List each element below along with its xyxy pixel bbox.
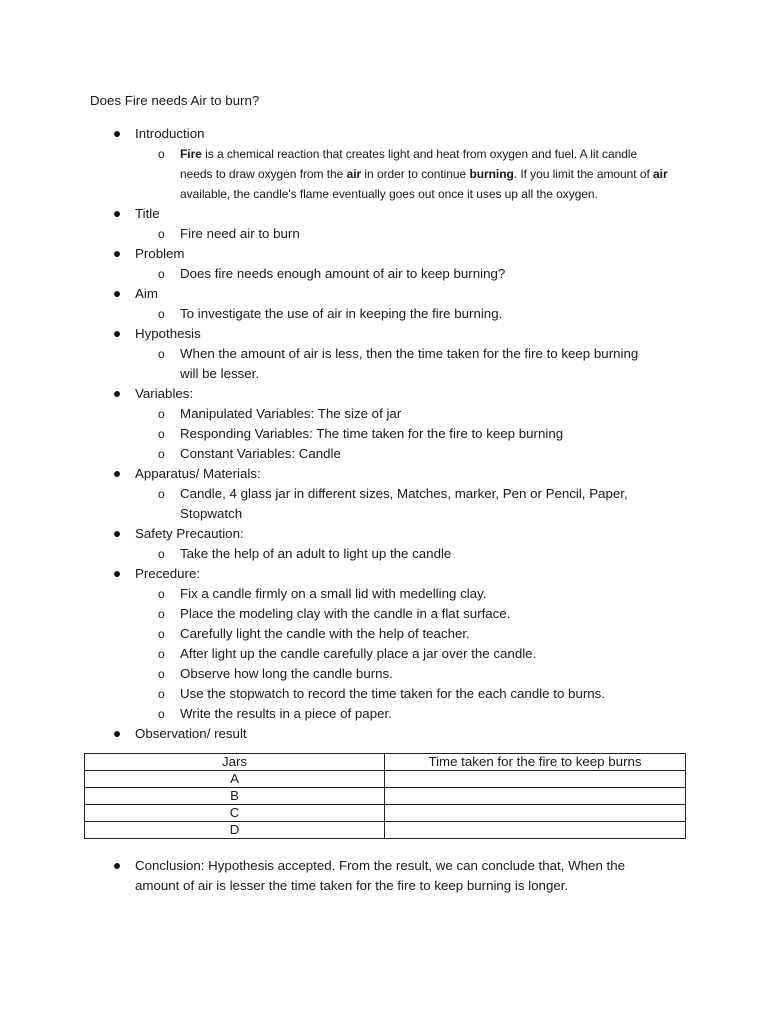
list-item: o Carefully light the candle with the help of teacher.: [135, 624, 660, 644]
list-item: o Manipulated Variables: The size of jar: [135, 404, 660, 424]
section-heading: Aim: [135, 286, 158, 301]
list-item: o Write the results in a piece of paper.: [135, 704, 660, 724]
section-heading: Observation/ result: [135, 726, 247, 741]
section-heading: Precedure:: [135, 566, 201, 581]
table-header-row: [85, 754, 686, 771]
column-header: Jars: [85, 754, 385, 771]
table-cell: B: [85, 788, 385, 805]
table-row: [85, 822, 686, 839]
list-item: o After light up the candle carefully place a jar over the candle.: [135, 644, 660, 664]
section-hypothesis: [0, 324, 768, 384]
list-item: o Candle, 4 glass jar in different sizes, Matches, marker, Pen or Pencil, Paper, Stopwatch: [135, 484, 660, 524]
document-title: Does Fire needs Air to burn?: [90, 93, 260, 108]
conclusion-list: [0, 856, 768, 896]
list-item: o Observe how long the candle burns.: [135, 664, 660, 684]
section-heading: Variables:: [135, 386, 194, 401]
section-procedure: [0, 564, 768, 724]
list-item: o Fix a candle firmly on a small lid with medelling clay.: [135, 584, 660, 604]
table-cell: [385, 805, 686, 822]
column-header: Time taken for the fire to keep burns: [385, 754, 686, 771]
section-heading: Problem: [135, 246, 185, 261]
table-cell: A: [85, 771, 385, 788]
section-heading: Safety Precaution:: [135, 526, 244, 541]
section-heading: Apparatus/ Materials:: [135, 466, 261, 481]
observation-table: [84, 753, 686, 839]
report-outline: [0, 124, 768, 744]
table-row: [85, 805, 686, 822]
introduction-text: Fire is a chemical reaction that creates light and heat from oxygen and fuel. A lit candle needs to draw oxygen from the air in order to continue burning. If you limit the amount of air available, the candle's flame eventually goes out once it uses up all the oxygen.: [180, 147, 668, 201]
section-problem: [0, 244, 768, 284]
section-heading: Title: [135, 206, 160, 221]
section-heading: Hypothesis: [135, 326, 201, 341]
section-observation: [0, 724, 768, 744]
table-row: [85, 771, 686, 788]
section-apparatus: [0, 464, 768, 524]
table-cell: C: [85, 805, 385, 822]
list-item: o Fire need air to burn: [135, 224, 660, 244]
list-item: o Place the modeling clay with the candle in a flat surface.: [135, 604, 660, 624]
table-cell: [385, 771, 686, 788]
section-title: [0, 204, 768, 244]
list-item: [135, 144, 670, 204]
list-item: o Constant Variables: Candle: [135, 444, 660, 464]
list-item: o Responding Variables: The time taken for the fire to keep burning: [135, 424, 660, 444]
list-item: o When the amount of air is less, then the time taken for the fire to keep burning will be lesser.: [135, 344, 660, 384]
section-introduction: [0, 124, 768, 204]
list-item: o Take the help of an adult to light up the candle: [135, 544, 660, 564]
table-row: [85, 788, 686, 805]
table-cell: [385, 822, 686, 839]
list-item: o Does fire needs enough amount of air to keep burning?: [135, 264, 660, 284]
table-cell: [385, 788, 686, 805]
list-item: o To investigate the use of air in keeping the fire burning.: [135, 304, 660, 324]
section-variables: [0, 384, 768, 464]
list-item: o Use the stopwatch to record the time taken for the each candle to burns.: [135, 684, 660, 704]
section-safety: [0, 524, 768, 564]
conclusion-text: Conclusion: Hypothesis accepted. From the result, we can conclude that, When the amount of air is lesser the time taken for the fire to keep burning is longer.: [0, 856, 655, 896]
section-aim: [0, 284, 768, 324]
table-cell: D: [85, 822, 385, 839]
section-heading: Introduction: [135, 126, 205, 141]
